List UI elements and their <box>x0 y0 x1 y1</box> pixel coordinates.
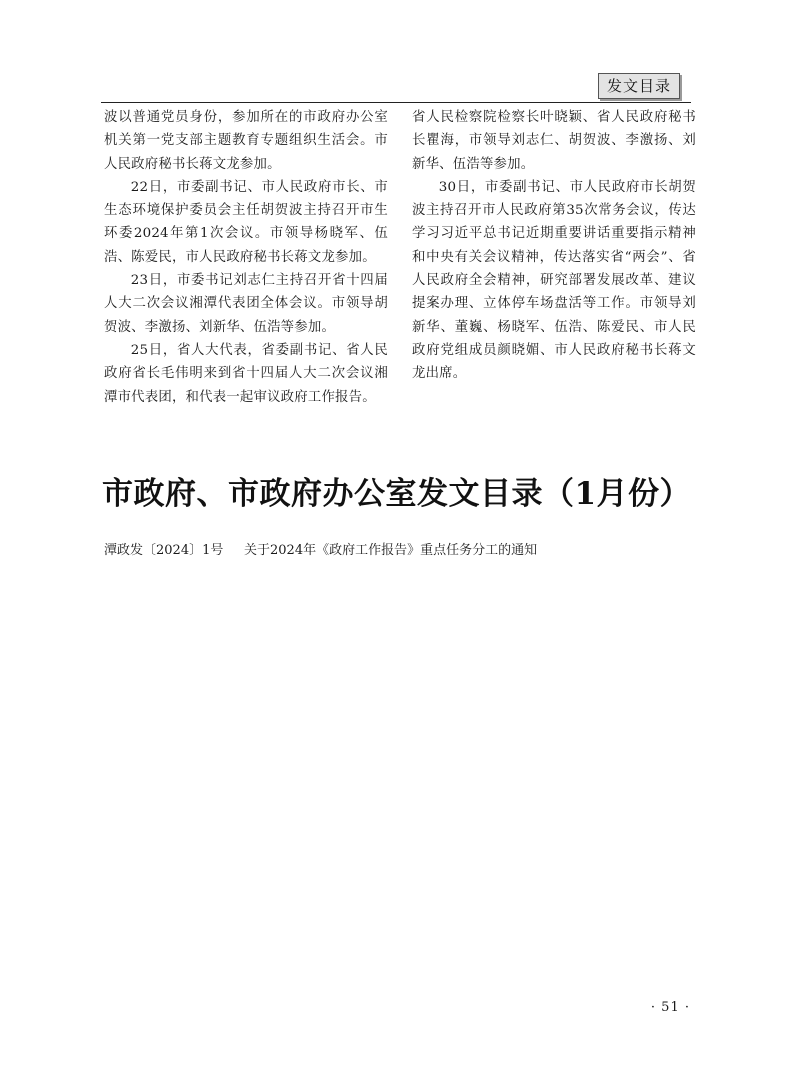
paragraph: 30日，市委副书记、市人民政府市长胡贺波主持召开市人民政府第35次常务会议，传达学习习近平总书记近期重要讲话重要指示精神和中央有关会议精神，传达落实省“两会”、省人民政府全会精神，研究部署发展改革、建议提案办理、立体停车场盘活等工作。市领导刘新华、董巍、杨晓军、伍浩、陈爱民、市人民政府党组成员颜晓媚、市人民政府秘书长蒋文龙出席。 <box>412 179 696 382</box>
paragraph: 省人民检察院检察长叶晓颖、省人民政府秘书长瞿海，市领导刘志仁、胡贺波、李激扬、刘新华、伍浩等参加。 <box>412 110 696 172</box>
document-number: 潭政发〔2024〕1号 <box>104 543 224 558</box>
section-tag: 发文目录 <box>598 73 680 99</box>
list-item <box>104 540 694 562</box>
paragraph: 波以普通党员身份，参加所在的市政府办公室机关第一党支部主题教育专题组织生活会。市人民政府秘书长蒋文龙参加。 <box>104 110 388 172</box>
left-text-column <box>104 106 388 409</box>
paragraph: 25日，省人大代表，省委副书记、省人民政府省长毛伟明来到省十四届人大二次会议湘潭市代表团，和代表一起审议政府工作报告。 <box>104 342 388 405</box>
header-rule <box>101 102 691 103</box>
paragraph: 23日，市委书记刘志仁主持召开省十四届人大二次会议湘潭代表团全体会议。市领导胡贺波、李激扬、刘新华、伍浩等参加。 <box>104 273 388 335</box>
page-title: 市政府、市政府办公室发文目录（1月份） <box>101 476 692 512</box>
paragraph: 22日，市委副书记、市人民政府市长、市生态环境保护委员会主任胡贺波主持召开市生环委2024年第1次会议。市领导杨晓军、伍浩、陈爱民，市人民政府秘书长蒋文龙参加。 <box>104 179 388 265</box>
page-number: · 51 · <box>650 1000 690 1015</box>
document-list <box>104 540 694 562</box>
document-title: 关于2024年《政府工作报告》重点任务分工的通知 <box>244 543 538 558</box>
right-text-column <box>412 106 696 386</box>
